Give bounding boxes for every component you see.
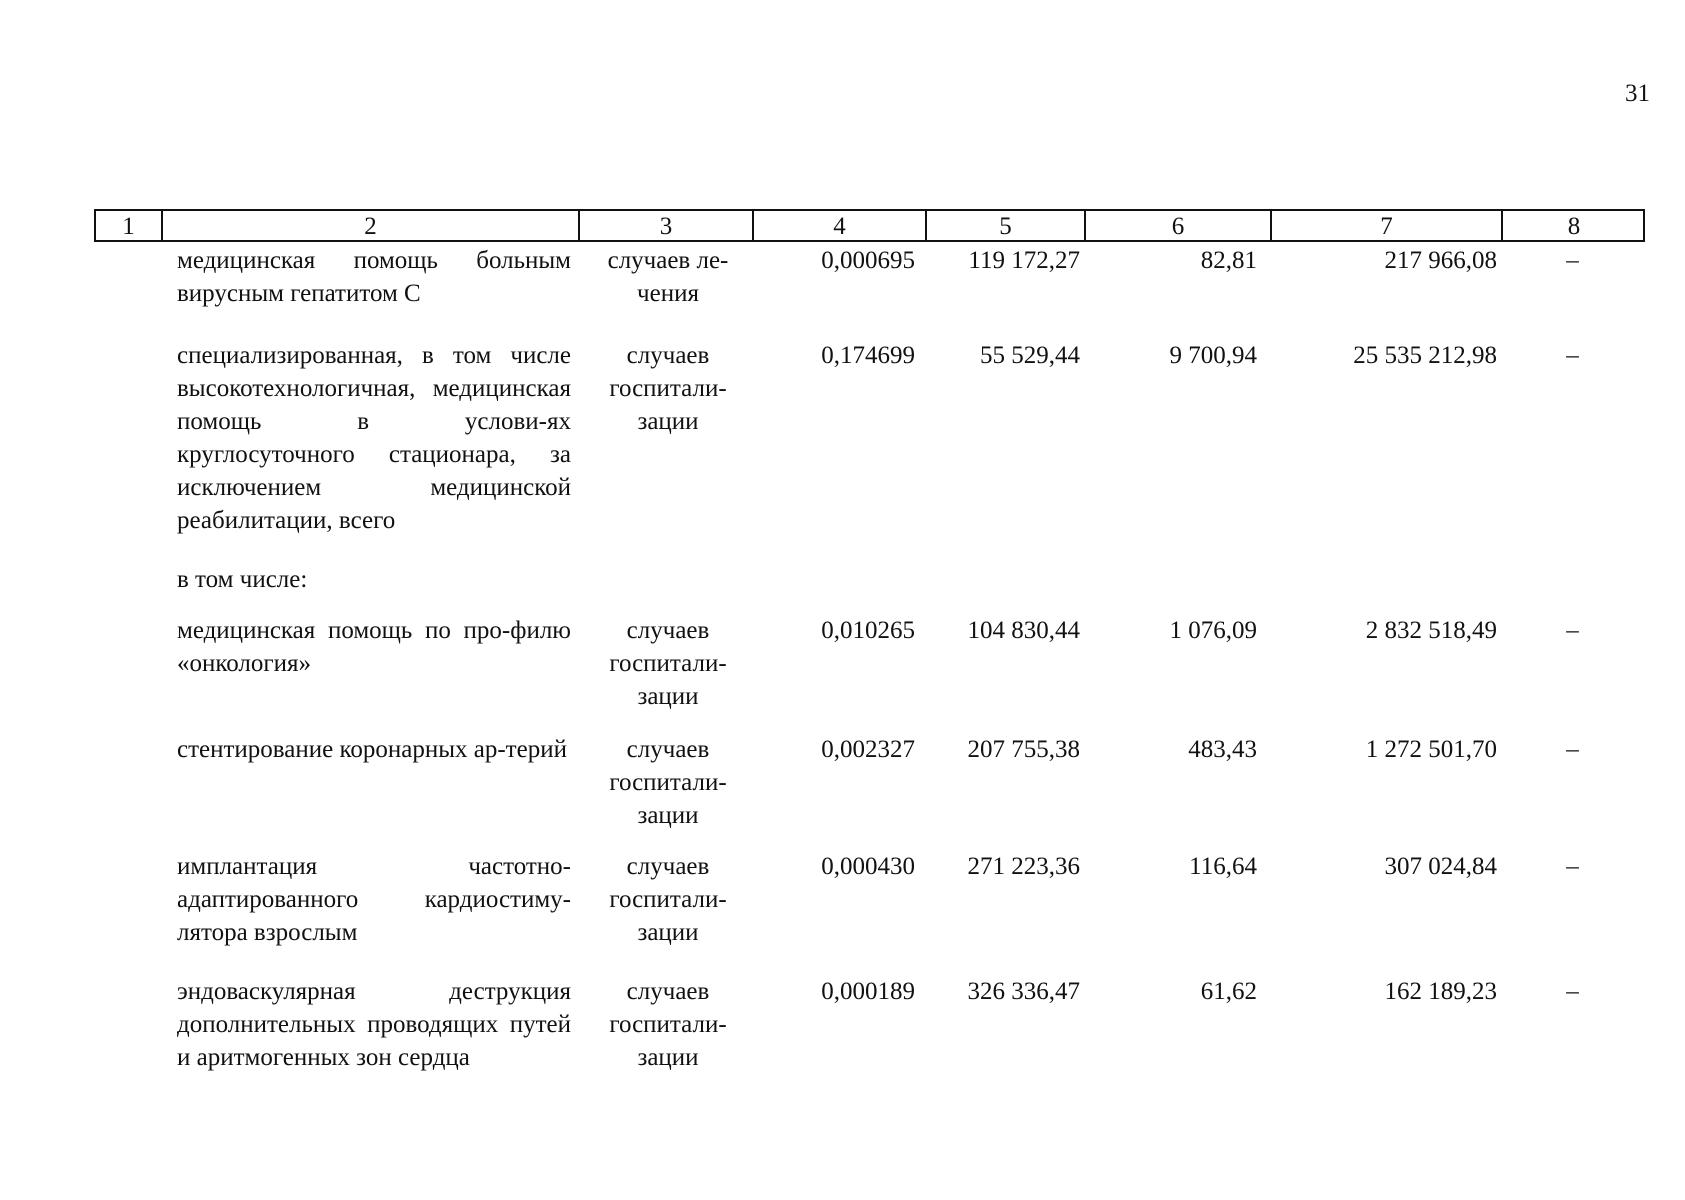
header-col-6: 6: [1171, 213, 1185, 240]
row-name: медицинская помощь больным вирусным гепатитом С: [177, 247, 571, 307]
row-col-4: 0,174699: [821, 342, 915, 369]
row-col-7: 25 535 212,98: [1353, 342, 1497, 369]
page-number: 31: [1625, 80, 1650, 107]
row-col-8: –: [1566, 247, 1579, 274]
header-col-3: 3: [659, 213, 673, 240]
row-col-5: 55 529,44: [980, 342, 1080, 369]
header-col-8: 8: [1567, 213, 1581, 240]
row-col-7: 2 832 518,49: [1365, 617, 1497, 644]
row-col-7: 307 024,84: [1384, 853, 1497, 880]
row-name: медицинская помощь по про-филю «онкология»: [177, 617, 571, 677]
row-name: специализированная, в том числе высокотехнологичная, медицинская помощь в услови-ях круглосуточного стационара, за исключением медицинской реабилитации, всего: [177, 342, 571, 534]
row-col-6: 9 700,94: [1169, 342, 1257, 369]
row-col-8: –: [1566, 617, 1579, 644]
header-col-2: 2: [364, 213, 377, 240]
row-unit: случаев госпитали-зации: [609, 736, 727, 829]
row-col-5: 326 336,47: [967, 978, 1080, 1005]
row-col-8: –: [1566, 342, 1579, 369]
row-name: имплантация частотно-адаптированного кардиостиму-лятора взрослым: [177, 853, 571, 946]
row-col-5: 271 223,36: [967, 853, 1080, 880]
row-col-7: 162 189,23: [1384, 978, 1497, 1005]
row-col-5: 119 172,27: [968, 247, 1080, 274]
header-col-4: 4: [833, 213, 846, 240]
table-header-row: [94, 209, 1645, 242]
header-col-7: 7: [1380, 213, 1393, 240]
row-col-8: –: [1566, 736, 1579, 763]
subheading: в том числе:: [177, 566, 308, 593]
header-col-1: 1: [122, 213, 135, 240]
row-col-6: 1 076,09: [1169, 617, 1257, 644]
row-col-8: –: [1566, 978, 1579, 1005]
row-name: стентирование коронарных ар-терий: [177, 736, 567, 763]
row-col-4: 0,000695: [821, 247, 915, 274]
row-unit: случаев госпитали-зации: [609, 978, 727, 1071]
row-col-5: 207 755,38: [967, 736, 1080, 763]
row-col-4: 0,000189: [821, 978, 915, 1005]
row-col-7: 217 966,08: [1384, 247, 1497, 274]
header-col-5: 5: [999, 213, 1012, 240]
row-col-4: 0,000430: [821, 853, 915, 880]
row-col-6: 82,81: [1200, 247, 1257, 274]
row-unit: случаев ле-чения: [607, 247, 729, 307]
row-col-4: 0,002327: [821, 736, 915, 763]
row-unit: случаев госпитали-зации: [609, 342, 727, 435]
row-col-8: –: [1566, 853, 1579, 880]
row-col-5: 104 830,44: [967, 617, 1080, 644]
row-col-6: 61,62: [1200, 978, 1257, 1005]
row-col-7: 1 272 501,70: [1365, 736, 1497, 763]
row-col-6: 116,64: [1189, 853, 1257, 880]
row-col-6: 483,43: [1188, 736, 1257, 763]
row-col-4: 0,010265: [821, 617, 915, 644]
row-unit: случаев госпитали-зации: [609, 617, 727, 710]
row-unit: случаев госпитали-зации: [609, 853, 727, 946]
row-name: эндоваскулярная деструкция дополнительных проводящих путей и аритмогенных зон сердца: [177, 978, 571, 1071]
